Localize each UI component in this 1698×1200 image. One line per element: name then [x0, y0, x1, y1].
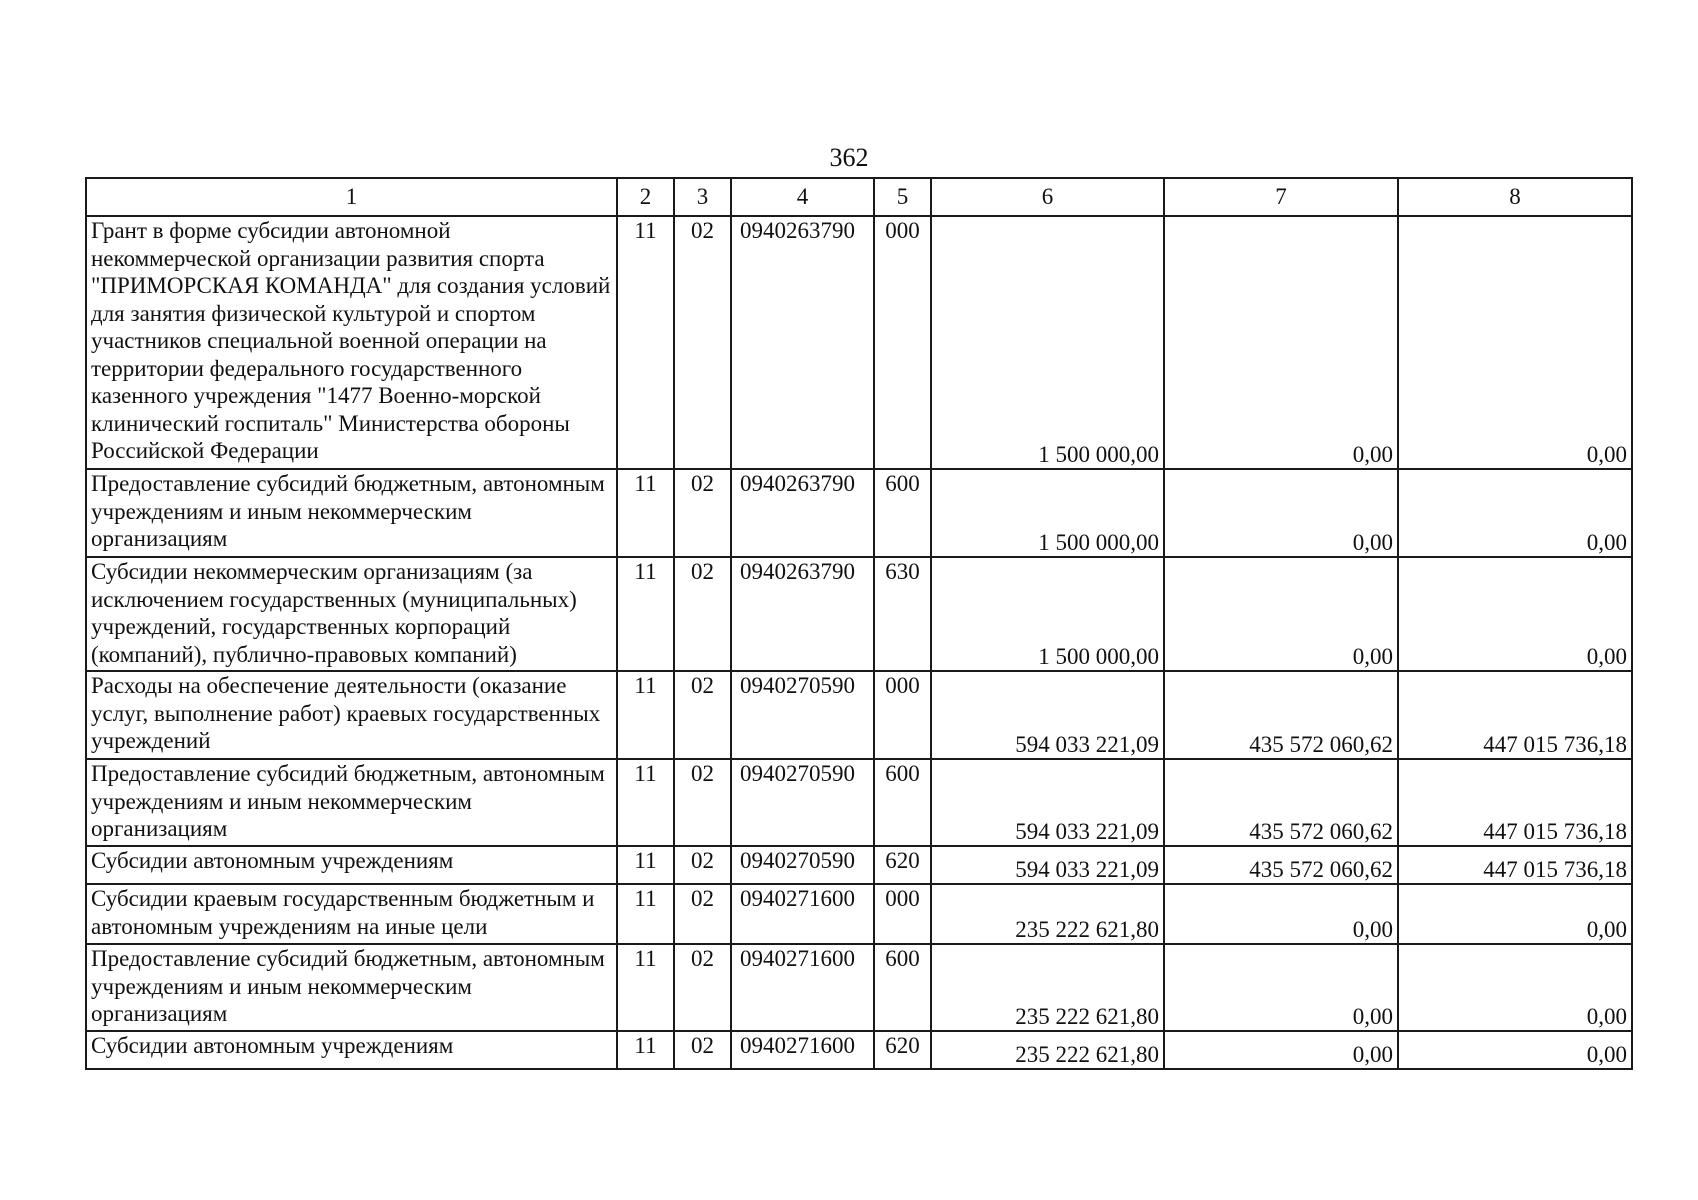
amount-col-7: 435 572 060,62	[1164, 846, 1398, 884]
amount-col-8: 447 015 736,18	[1398, 759, 1632, 846]
amount-col-7: 0,00	[1164, 216, 1398, 469]
amount-col-8: 0,00	[1398, 469, 1632, 557]
expense-type-code: 600	[874, 944, 931, 1031]
subsection-code: 02	[674, 944, 731, 1031]
amount-col-6: 235 222 621,80	[931, 1031, 1164, 1069]
column-header: 2	[617, 178, 674, 216]
amount-col-8: 0,00	[1398, 1031, 1632, 1069]
table-row	[86, 216, 1632, 469]
expense-type-code: 000	[874, 671, 931, 759]
amount-col-6: 235 222 621,80	[931, 884, 1164, 944]
section-code: 11	[617, 884, 674, 944]
amount-col-7: 0,00	[1164, 1031, 1398, 1069]
section-code: 11	[617, 216, 674, 469]
row-description: Предоставление субсидий бюджетным, автономным учреждениям и иным некоммерческим организациям	[86, 944, 617, 1031]
row-description: Субсидии автономным учреждениям	[86, 1031, 617, 1069]
row-description: Предоставление субсидий бюджетным, автономным учреждениям и иным некоммерческим организациям	[86, 759, 617, 846]
amount-col-7: 0,00	[1164, 884, 1398, 944]
column-header: 4	[731, 178, 874, 216]
target-article-code: 0940271600	[731, 1031, 874, 1069]
table-row	[86, 671, 1632, 759]
row-description: Грант в форме субсидии автономной некоммерческой организации развития спорта "ПРИМОРСКАЯ КОМАНДА" для создания условий для занятия физической культурой и спортом участников специальной военной операции на территории федерального государственного казенного учреждения "1477 Военно-морской клинический госпиталь" Министерства обороны Российской Федерации	[86, 216, 617, 469]
amount-col-6: 1 500 000,00	[931, 557, 1164, 671]
amount-col-8: 0,00	[1398, 944, 1632, 1031]
target-article-code: 0940270590	[731, 759, 874, 846]
target-article-code: 0940263790	[731, 216, 874, 469]
target-article-code: 0940263790	[731, 557, 874, 671]
amount-col-8: 447 015 736,18	[1398, 671, 1632, 759]
column-header: 7	[1164, 178, 1398, 216]
row-description: Субсидии некоммерческим организациям (за исключением государственных (муниципальных) учреждений, государственных корпораций (компаний), публично-правовых компаний)	[86, 557, 617, 671]
amount-col-8: 0,00	[1398, 216, 1632, 469]
target-article-code: 0940270590	[731, 846, 874, 884]
expense-type-code: 620	[874, 846, 931, 884]
subsection-code: 02	[674, 469, 731, 557]
amount-col-6: 1 500 000,00	[931, 469, 1164, 557]
target-article-code: 0940270590	[731, 671, 874, 759]
subsection-code: 02	[674, 216, 731, 469]
header-row	[86, 178, 1632, 216]
amount-col-7: 0,00	[1164, 944, 1398, 1031]
expense-type-code: 600	[874, 759, 931, 846]
amount-col-6: 594 033 221,09	[931, 759, 1164, 846]
table-row	[86, 469, 1632, 557]
table-row	[86, 557, 1632, 671]
target-article-code: 0940263790	[731, 469, 874, 557]
table-row	[86, 759, 1632, 846]
amount-col-8: 0,00	[1398, 884, 1632, 944]
target-article-code: 0940271600	[731, 884, 874, 944]
section-code: 11	[617, 671, 674, 759]
row-description: Расходы на обеспечение деятельности (оказание услуг, выполнение работ) краевых государственных учреждений	[86, 671, 617, 759]
table-row	[86, 944, 1632, 1031]
amount-col-8: 0,00	[1398, 557, 1632, 671]
table-row	[86, 884, 1632, 944]
section-code: 11	[617, 469, 674, 557]
row-description: Субсидии краевым государственным бюджетным и автономным учреждениям на иные цели	[86, 884, 617, 944]
amount-col-6: 594 033 221,09	[931, 846, 1164, 884]
expense-type-code: 620	[874, 1031, 931, 1069]
target-article-code: 0940271600	[731, 944, 874, 1031]
amount-col-6: 235 222 621,80	[931, 944, 1164, 1031]
subsection-code: 02	[674, 671, 731, 759]
amount-col-8: 447 015 736,18	[1398, 846, 1632, 884]
table-row	[86, 1031, 1632, 1069]
section-code: 11	[617, 846, 674, 884]
expense-type-code: 600	[874, 469, 931, 557]
column-header: 3	[674, 178, 731, 216]
amount-col-6: 1 500 000,00	[931, 216, 1164, 469]
expense-type-code: 000	[874, 216, 931, 469]
amount-col-7: 435 572 060,62	[1164, 671, 1398, 759]
section-code: 11	[617, 1031, 674, 1069]
row-description: Предоставление субсидий бюджетным, автономным учреждениям и иным некоммерческим организациям	[86, 469, 617, 557]
row-description: Субсидии автономным учреждениям	[86, 846, 617, 884]
section-code: 11	[617, 759, 674, 846]
amount-col-7: 0,00	[1164, 557, 1398, 671]
subsection-code: 02	[674, 884, 731, 944]
amount-col-6: 594 033 221,09	[931, 671, 1164, 759]
amount-col-7: 0,00	[1164, 469, 1398, 557]
column-header: 8	[1398, 178, 1632, 216]
subsection-code: 02	[674, 759, 731, 846]
column-header: 5	[874, 178, 931, 216]
expense-type-code: 630	[874, 557, 931, 671]
expense-type-code: 000	[874, 884, 931, 944]
page-number: 362	[829, 143, 869, 172]
section-code: 11	[617, 557, 674, 671]
subsection-code: 02	[674, 846, 731, 884]
column-header: 1	[86, 178, 617, 216]
subsection-code: 02	[674, 557, 731, 671]
subsection-code: 02	[674, 1031, 731, 1069]
amount-col-7: 435 572 060,62	[1164, 759, 1398, 846]
table-row	[86, 846, 1632, 884]
section-code: 11	[617, 944, 674, 1031]
budget-table	[85, 177, 1633, 1070]
column-header: 6	[931, 178, 1164, 216]
